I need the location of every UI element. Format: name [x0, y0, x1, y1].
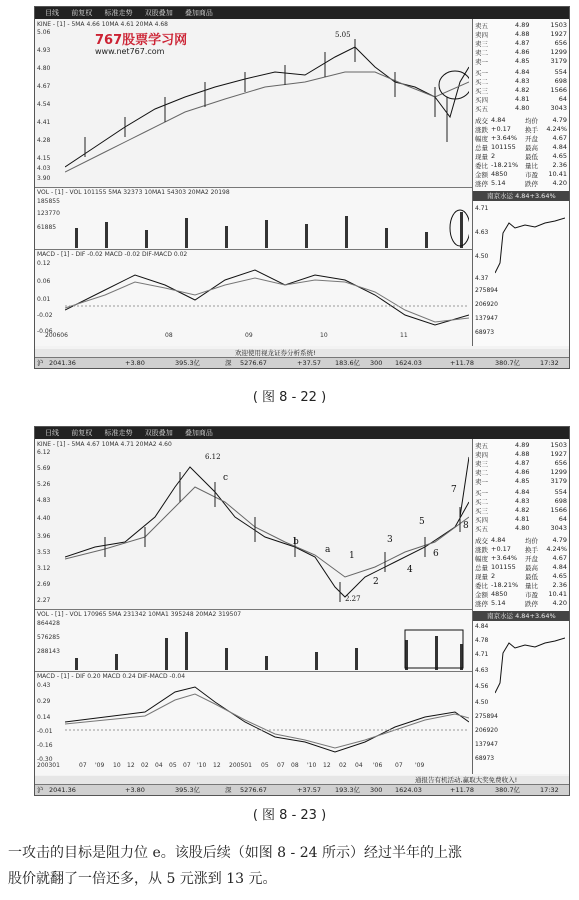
order-row: 卖五 4.89 1503 — [475, 441, 567, 450]
macd-panel: MACD - [1] - DIF 0.20 MACD 0.24 DIF-MACD -0.04 0.43 0.29 0.14 -0.01 -0.16 -0.30 200301 07 '09 10 12 02 04 05 07 '10 12 200501 05 07 08 '10 12 02 04 '06 07 '09 — [35, 671, 473, 775]
order-row: 卖一 4.85 3179 — [475, 477, 567, 486]
stat-row: 现量 2 最低 4.65 — [475, 572, 567, 581]
low-label: 2.27 — [345, 595, 361, 603]
order-row: 买三 4.82 1566 — [475, 86, 567, 95]
caption-fig2: ( 图 8 - 23 ) — [252, 808, 327, 823]
body-line: 一攻击的目标是阻力位 e。该股后续（如图 8 - 24 所示）经过半年的上涨 — [8, 845, 462, 861]
order-row: 卖二 4.86 1299 — [475, 468, 567, 477]
stat-row: 金额 4850 市盈 10.41 — [475, 590, 567, 599]
volume-panel: VOL - [1] - VOL 101155 5MA 32373 10MA1 54303 20MA2 20198 185855 123770 61885 — [35, 187, 473, 250]
toolbar — [35, 7, 569, 19]
price-trend-line — [65, 47, 469, 167]
order-row: 买五 4.80 3043 — [475, 524, 567, 533]
stat-row: 金额 4850 市盈 10.41 — [475, 170, 567, 179]
stat-row: 涨停 5.14 跌停 4.20 — [475, 179, 567, 188]
candle-group — [85, 39, 447, 157]
price-candles — [65, 27, 469, 183]
peak-label: 5.05 — [335, 31, 351, 39]
volume-panel: VOL - [1] - VOL 170965 5MA 231342 10MA1 395248 20MA2 319507 864428 576285 288143 — [35, 609, 473, 672]
order-row: 卖五 4.89 1503 — [475, 21, 567, 30]
stat-row: 委比 -18.21% 量比 2.36 — [475, 581, 567, 590]
order-row: 买五 4.80 3043 — [475, 104, 567, 113]
stat-row: 现量 2 最低 4.65 — [475, 152, 567, 161]
stat-row: 总量 101155 最高 4.84 — [475, 563, 567, 572]
macd-lines — [65, 260, 469, 336]
menu-overlay-stock[interactable]: 双股叠加 — [144, 429, 173, 437]
menu-overlay-stock[interactable]: 双股叠加 — [144, 9, 173, 17]
menu-standard[interactable]: 标准走势 — [104, 9, 133, 17]
order-row: 卖四 4.88 1927 — [475, 30, 567, 39]
stat-row: 涨跌 +0.17 换手 4.24% — [475, 125, 567, 134]
status-message: 欢迎使用视龙证券分析系统! — [35, 349, 569, 358]
status-bar: 沪 2041.36 +3.80 395.3亿 深 5276.67 +37.57 193.3亿 300 1624.03 +11.78 380.7亿 17:32 — [35, 784, 569, 795]
macd-panel: MACD - [1] - DIF -0.02 MACD -0.02 DIF-MACD 0.02 0.12 0.06 0.01 -0.02 -0.06 200606 08 09 10 11 — [35, 249, 473, 346]
wave-label: 2 — [373, 577, 379, 587]
wave-label: a — [325, 545, 331, 555]
stat-row: 成交 4.84 均价 4.79 — [475, 116, 567, 125]
stat-row: 委比 -18.21% 量比 2.36 — [475, 161, 567, 170]
order-row: 卖三 4.87 656 — [475, 459, 567, 468]
wave-label: 7 — [451, 485, 457, 495]
order-row: 买二 4.83 698 — [475, 497, 567, 506]
menu-overlay-item[interactable]: 叠加商品 — [184, 429, 213, 437]
order-row: 买一 4.84 554 — [475, 488, 567, 497]
ma-line — [65, 72, 469, 172]
volume-bars — [65, 208, 469, 248]
order-row: 买二 4.83 698 — [475, 77, 567, 86]
wave-label: 1 — [349, 551, 355, 561]
stat-row: 成交 4.84 均价 4.79 — [475, 536, 567, 545]
order-row: 买三 4.82 1566 — [475, 506, 567, 515]
status-message: 通报告有机活动,赢取大奖免费收入! — [35, 776, 569, 785]
figure-8-22: 目线 前复权 标准走势 双股叠加 叠加商品 KINE - [1] - 5MA 4.66 10MA 4.61 20MA 4.68 767股票学习网 www.net767.com 5.06 4.93 4.80 4.67 4.54 4.41 4.28 4.15 4.03 3.90 5.05 VOL - [1] - VOL 101155 5MA 32373 10MA1 54303 20MA2 20198 185855 123770 61885 MACD - [1] - DIF -0.02 MACD -0.02 DIF-MACD 0.02 0.12 0.06 0.01 -0.02 -0.06 200606 08 09 10 11 卖五 4.89 1503 卖四 4.88 1927 卖三 4.87 656 卖二 4.86 1299 卖一 4.85 3179 买一 4.84 554 买二 4.83 698 买三 4.82 1566 买四 4.81 64 买五 4.80 3043 成交 4.84 均价 4.79 涨跌 +0.17 换手 4.24% 幅度 +3.64% 开盘 4.67 总量 101155 最高 4.84 现量 2 最低 4.65 委比 -18.21% 量比 2.36 金额 4850 市盈 10.41 涨停 5.14 跌停 4.20 南京水运 4.84+3.64% 4.71 4.63 4.50 4.37 275894 206920 137947 68973 欢迎使用视龙证券分析系统! 沪 2041.36 +3.80 395.3亿 深 5276.67 +37.57 183.6亿 300 1624.03 +11.78 380.7亿 17:32 — [34, 6, 570, 369]
mini-chart-title: 南京水运 4.84+3.64% — [473, 611, 569, 621]
volume-bars — [65, 628, 469, 670]
wave-label: 5 — [419, 517, 425, 527]
wave-label: b — [293, 537, 299, 547]
watermark-url: www.net767.com — [95, 47, 165, 56]
caption-fig1: ( 图 8 - 22 ) — [252, 390, 327, 405]
price-candles — [65, 447, 469, 607]
macd-lines — [65, 682, 469, 758]
order-row: 卖三 4.87 656 — [475, 39, 567, 48]
stat-row: 幅度 +3.64% 开盘 4.67 — [475, 554, 567, 563]
stat-row: 涨停 5.14 跌停 4.20 — [475, 599, 567, 608]
price-trend-line — [65, 467, 469, 597]
wave-label: 4 — [407, 565, 413, 575]
order-row: 买四 4.81 64 — [475, 95, 567, 104]
wave-label: 3 — [387, 535, 393, 545]
menu-standard[interactable]: 标准走势 — [104, 429, 133, 437]
wave-label: 6 — [433, 549, 439, 559]
ma-legend: KINE - [1] - 5MA 4.67 10MA 4.71 20MA2 4.60 — [37, 441, 172, 448]
order-row: 卖四 4.88 1927 — [475, 450, 567, 459]
quote-panel: 卖五 4.89 1503 卖四 4.88 1927 卖三 4.87 656 卖二 4.86 1299 卖一 4.85 3179 买一 4.84 554 买二 4.83 698 买三 4.82 1566 买四 4.81 64 买五 4.80 3043 成交 4.84 均价 4.79 涨跌 +0.17 换手 4.24% 幅度 +3.64% 开盘 4.67 总量 101155 最高 4.84 现量 2 最低 4.65 委比 -18.21% 量比 2.36 金额 4850 市盈 10.41 涨停 5.14 跌停 4.20 南京水运 4.84+3.64% 4.71 4.63 4.50 4.37 275894 206920 137947 68973 — [472, 19, 569, 346]
mini-intraday-line — [495, 623, 565, 703]
menu-adjust[interactable]: 前复权 — [71, 9, 93, 17]
menu-adjust[interactable]: 前复权 — [71, 429, 93, 437]
ma-line — [65, 487, 469, 577]
toolbar — [35, 427, 569, 439]
trend-arrow — [460, 457, 469, 517]
stat-row: 总量 101155 最高 4.84 — [475, 143, 567, 152]
order-row: 买四 4.81 64 — [475, 515, 567, 524]
order-row: 卖二 4.86 1299 — [475, 48, 567, 57]
peak-label: 6.12 — [205, 453, 221, 461]
stat-row: 幅度 +3.64% 开盘 4.67 — [475, 134, 567, 143]
body-paragraph — [8, 840, 573, 892]
wave-label: c — [223, 473, 229, 483]
body-line: 股价就翻了一倍还多，从 5 元涨到 13 元。 — [8, 871, 277, 887]
quote-panel: 卖五 4.89 1503 卖四 4.88 1927 卖三 4.87 656 卖二 4.86 1299 卖一 4.85 3179 买一 4.84 554 买二 4.83 698 买三 4.82 1566 买四 4.81 64 买五 4.80 3043 成交 4.84 均价 4.79 涨跌 +0.17 换手 4.24% 幅度 +3.64% 开盘 4.67 总量 101155 最高 4.84 现量 2 最低 4.65 委比 -18.21% 量比 2.36 金额 4850 市盈 10.41 涨停 5.14 跌停 4.20 南京水运 4.84+3.64% 4.84 4.78 4.71 4.63 4.56 4.50 275894 206920 137947 68973 — [472, 439, 569, 774]
order-row: 卖一 4.85 3179 — [475, 57, 567, 66]
ma-legend: KINE - [1] - 5MA 4.66 10MA 4.61 20MA 4.68 — [37, 21, 168, 28]
figure-8-23: 日线 前复权 标准走势 双股叠加 叠加商品 KINE - [1] - 5MA 4.67 10MA 4.71 20MA2 4.60 6.12 5.69 5.26 4.83 4.40 3.96 3.53 3.12 2.69 2.27 6.12 2.27 c b a 1 2 3 4 5 6 7 8 VOL - [1] - VOL 170965 5MA 231342 10MA1 395248 20MA2 319507 864428 576285 288143 MACD - [1] - DIF 0.20 MACD 0.24 DIF-MACD -0.04 0.43 0.29 0.14 -0.01 -0.16 -0.30 200301 07 '09 10 12 02 04 05 07 '10 12 200501 05 07 08 '10 12 02 04 '06 07 '09 卖五 4.89 1503 卖四 4.88 1927 卖三 4.87 656 卖二 4.86 1299 卖一 4.85 3179 买一 4.84 554 买二 4.83 698 买三 4.82 1566 买四 4.81 64 买五 4.80 3043 成交 4.84 均价 4.79 涨跌 +0.17 换手 4.24% 幅度 +3.64% 开盘 4.67 总量 101155 最高 4.84 现量 2 最低 4.65 委比 -18.21% 量比 2.36 金额 4850 市盈 10.41 涨停 5.14 跌停 4.20 南京水运 4.84+3.64% 4.84 4.78 4.71 4.63 4.56 4.50 275894 206920 137947 68973 通报告有机活动,赢取大奖免费收入! 沪 2041.36 +3.80 395.3亿 深 5276.67 +37.57 193.3亿 300 1624.03 +11.78 380.7亿 17:32 — [34, 426, 570, 796]
menu-daily[interactable]: 目线 — [45, 9, 59, 17]
mini-intraday-line — [495, 203, 565, 283]
mini-chart-title: 南京水运 4.84+3.64% — [473, 191, 569, 201]
order-row: 买一 4.84 554 — [475, 68, 567, 77]
status-bar: 沪 2041.36 +3.80 395.3亿 深 5276.67 +37.57 183.6亿 300 1624.03 +11.78 380.7亿 17:32 — [35, 357, 569, 368]
watermark-brand: 767股票学习网 — [95, 33, 188, 48]
menu-overlay-item[interactable]: 叠加商品 — [184, 9, 213, 17]
menu-daily[interactable]: 日线 — [45, 429, 59, 437]
stat-row: 涨跌 +0.17 换手 4.24% — [475, 545, 567, 554]
wave-label: 8 — [463, 521, 469, 531]
